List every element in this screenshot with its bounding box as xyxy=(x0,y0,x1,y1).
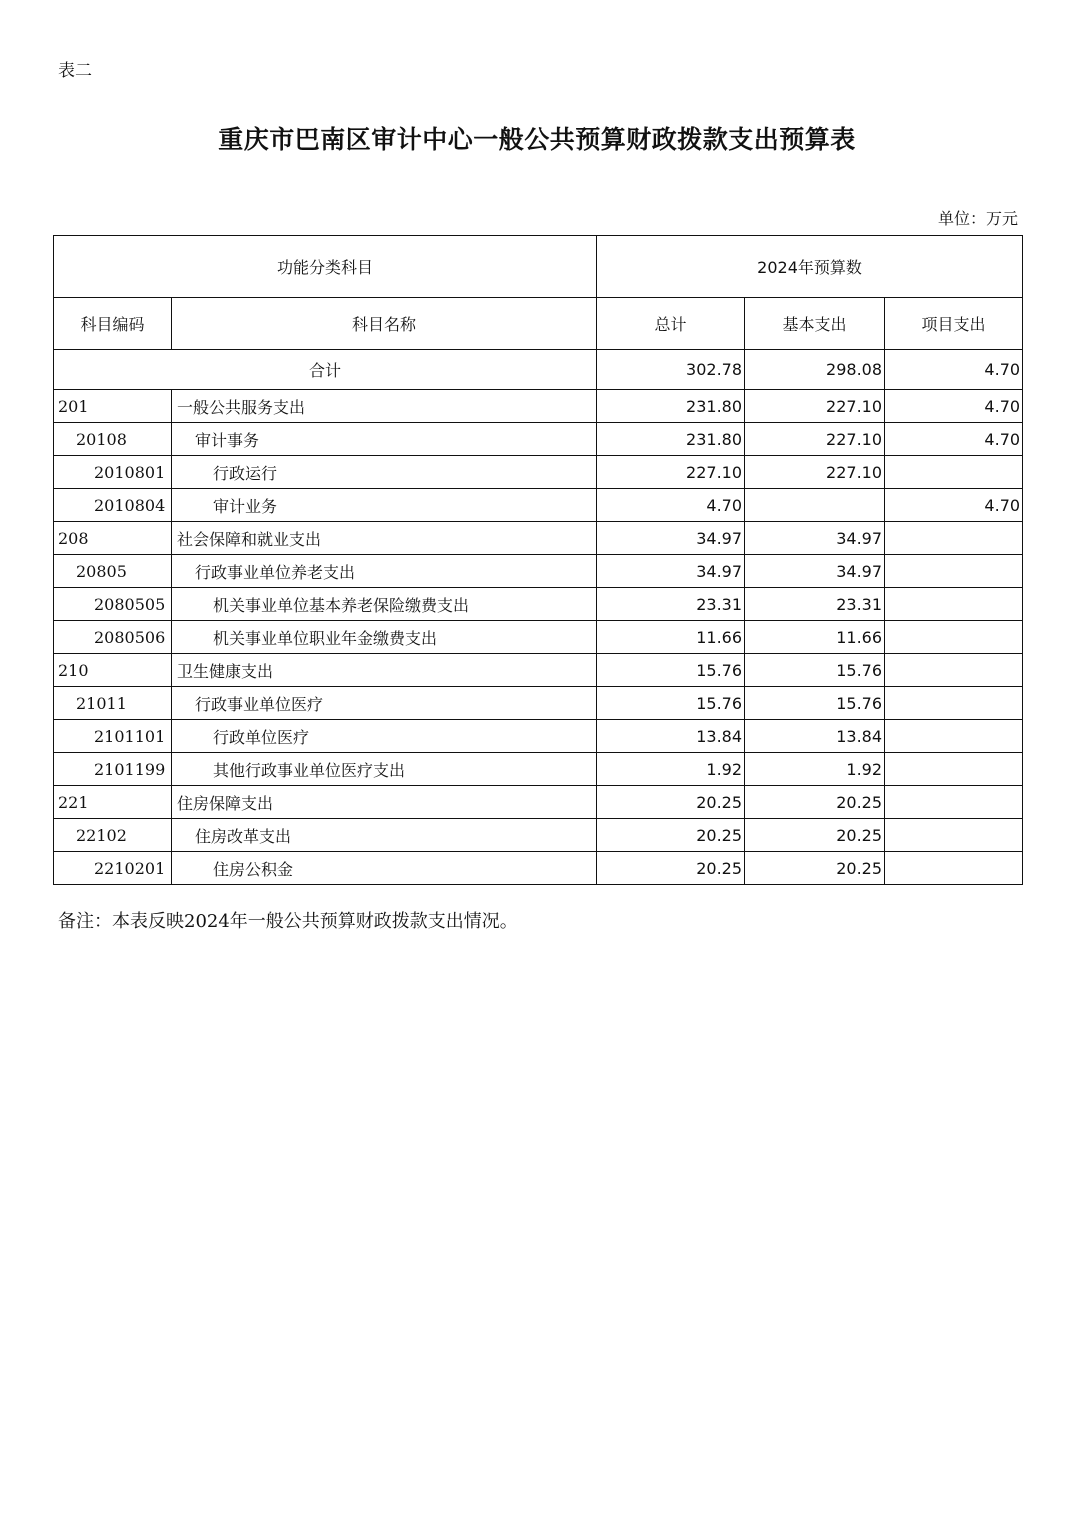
table-row xyxy=(54,819,1023,852)
row-project xyxy=(885,819,1023,852)
row-total: 4.70 xyxy=(597,489,745,522)
budget-table xyxy=(53,235,1023,885)
row-name: 机关事业单位职业年金缴费支出 xyxy=(172,621,597,654)
row-name: 住房保障支出 xyxy=(172,786,597,819)
header-func-group: 功能分类科目 xyxy=(54,236,597,298)
row-name: 机关事业单位基本养老保险缴费支出 xyxy=(172,588,597,621)
row-project xyxy=(885,621,1023,654)
total-total: 302.78 xyxy=(597,350,745,390)
row-project: 4.70 xyxy=(885,423,1023,456)
total-label: 合计 xyxy=(54,350,597,390)
row-basic: 13.84 xyxy=(745,720,885,753)
header-year-group: 2024年预算数 xyxy=(597,236,1023,298)
footnote: 备注：本表反映2024年一般公共预算财政拨款支出情况。 xyxy=(58,911,518,932)
row-name: 审计业务 xyxy=(172,489,597,522)
row-project xyxy=(885,687,1023,720)
row-name: 卫生健康支出 xyxy=(172,654,597,687)
row-project xyxy=(885,753,1023,786)
table-row xyxy=(54,786,1023,819)
row-project: 4.70 xyxy=(885,390,1023,423)
row-basic: 20.25 xyxy=(745,852,885,885)
row-name: 其他行政事业单位医疗支出 xyxy=(172,753,597,786)
table-row xyxy=(54,852,1023,885)
header-row-group xyxy=(54,236,1023,298)
table-row xyxy=(54,390,1023,423)
row-basic xyxy=(745,489,885,522)
row-code: 2080506 xyxy=(54,621,172,654)
row-name: 行政单位医疗 xyxy=(172,720,597,753)
table-row xyxy=(54,423,1023,456)
row-name: 社会保障和就业支出 xyxy=(172,522,597,555)
row-code: 210 xyxy=(54,654,172,687)
row-code: 2210201 xyxy=(54,852,172,885)
unit-label: 单位：万元 xyxy=(937,209,1018,228)
row-basic: 11.66 xyxy=(745,621,885,654)
header-row-columns xyxy=(54,298,1023,350)
row-total: 15.76 xyxy=(597,654,745,687)
row-code: 20805 xyxy=(54,555,172,588)
row-code: 201 xyxy=(54,390,172,423)
row-total: 231.80 xyxy=(597,423,745,456)
row-total: 34.97 xyxy=(597,522,745,555)
row-code: 20108 xyxy=(54,423,172,456)
table-row xyxy=(54,456,1023,489)
page-title: 重庆市巴南区审计中心一般公共预算财政拨款支出预算表 xyxy=(218,125,856,154)
row-total: 15.76 xyxy=(597,687,745,720)
row-total: 23.31 xyxy=(597,588,745,621)
row-project xyxy=(885,522,1023,555)
row-basic: 34.97 xyxy=(745,555,885,588)
total-basic: 298.08 xyxy=(745,350,885,390)
row-project: 4.70 xyxy=(885,489,1023,522)
row-basic: 227.10 xyxy=(745,456,885,489)
row-basic: 15.76 xyxy=(745,687,885,720)
table-row xyxy=(54,621,1023,654)
row-basic: 34.97 xyxy=(745,522,885,555)
row-total: 20.25 xyxy=(597,852,745,885)
row-total: 20.25 xyxy=(597,819,745,852)
table-row xyxy=(54,555,1023,588)
row-total: 11.66 xyxy=(597,621,745,654)
row-basic: 15.76 xyxy=(745,654,885,687)
row-code: 2101101 xyxy=(54,720,172,753)
row-code: 221 xyxy=(54,786,172,819)
header-basic: 基本支出 xyxy=(745,298,885,350)
row-project xyxy=(885,852,1023,885)
row-total: 1.92 xyxy=(597,753,745,786)
doc-label: 表二 xyxy=(58,61,92,81)
row-basic: 23.31 xyxy=(745,588,885,621)
row-total: 231.80 xyxy=(597,390,745,423)
row-name: 一般公共服务支出 xyxy=(172,390,597,423)
header-total: 总计 xyxy=(597,298,745,350)
row-code: 2010801 xyxy=(54,456,172,489)
table-row xyxy=(54,654,1023,687)
row-basic: 20.25 xyxy=(745,819,885,852)
row-code: 21011 xyxy=(54,687,172,720)
row-code: 208 xyxy=(54,522,172,555)
row-name: 住房改革支出 xyxy=(172,819,597,852)
row-basic: 227.10 xyxy=(745,390,885,423)
row-code: 2080505 xyxy=(54,588,172,621)
row-basic: 227.10 xyxy=(745,423,885,456)
row-code: 2101199 xyxy=(54,753,172,786)
table-row xyxy=(54,720,1023,753)
header-code: 科目编码 xyxy=(54,298,172,350)
row-project xyxy=(885,786,1023,819)
row-basic: 1.92 xyxy=(745,753,885,786)
table-row xyxy=(54,588,1023,621)
total-project: 4.70 xyxy=(885,350,1023,390)
row-name: 审计事务 xyxy=(172,423,597,456)
row-total: 34.97 xyxy=(597,555,745,588)
row-total: 13.84 xyxy=(597,720,745,753)
header-name: 科目名称 xyxy=(172,298,597,350)
row-basic: 20.25 xyxy=(745,786,885,819)
table-row xyxy=(54,522,1023,555)
row-name: 行政运行 xyxy=(172,456,597,489)
row-name: 住房公积金 xyxy=(172,852,597,885)
header-project: 项目支出 xyxy=(885,298,1023,350)
row-name: 行政事业单位养老支出 xyxy=(172,555,597,588)
row-total: 227.10 xyxy=(597,456,745,489)
row-project xyxy=(885,720,1023,753)
row-project xyxy=(885,654,1023,687)
row-project xyxy=(885,555,1023,588)
total-row xyxy=(54,350,1023,390)
table-row xyxy=(54,489,1023,522)
row-total: 20.25 xyxy=(597,786,745,819)
row-code: 2010804 xyxy=(54,489,172,522)
table-row xyxy=(54,753,1023,786)
row-code: 22102 xyxy=(54,819,172,852)
row-name: 行政事业单位医疗 xyxy=(172,687,597,720)
row-project xyxy=(885,588,1023,621)
row-project xyxy=(885,456,1023,489)
table-row xyxy=(54,687,1023,720)
